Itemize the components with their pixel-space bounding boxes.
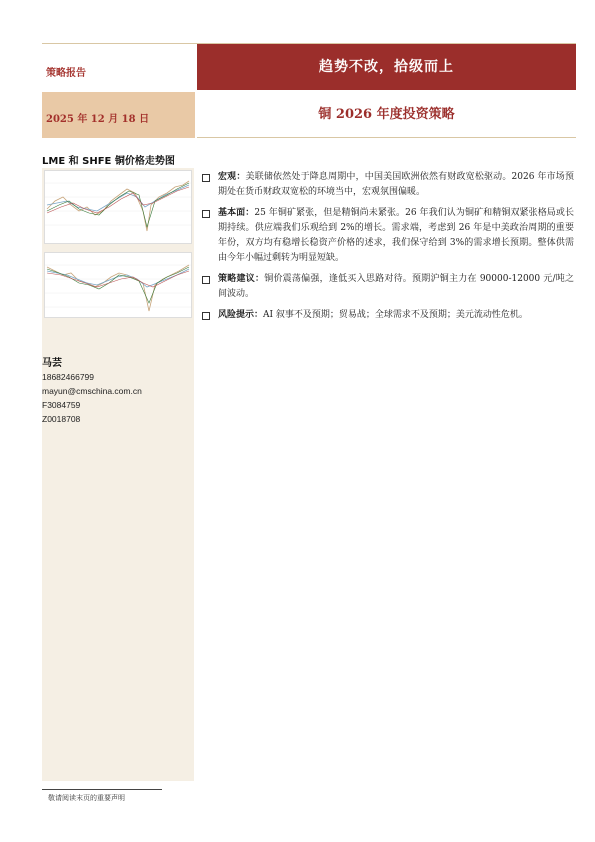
footer-rule	[42, 789, 162, 790]
key-point-strategy	[202, 272, 574, 302]
chart-section-title: LME 和 SHFE 铜价格走势图	[42, 156, 175, 167]
key-point-text: 铜价震荡偏强，逢低买入思路对待。预期沪铜主力在 90000-12000 元/吨之间波动。	[218, 274, 574, 299]
theme-title: 趋势不改，拾级而上	[319, 59, 454, 75]
key-point-heading: 基本面：	[218, 208, 255, 218]
title-rule	[197, 137, 576, 138]
lme-price-chart-graphic	[45, 171, 191, 243]
key-point-text: AI 叙事不及预期；贸易战；全球需求不及预期；美元流动性危机。	[263, 310, 528, 320]
author-email[interactable]: mayun@cmschina.com.cn	[42, 386, 142, 396]
checkbox-bullet-icon	[202, 276, 210, 284]
key-point-heading: 宏观：	[218, 172, 246, 182]
footer-disclaimer: 敬请阅读末页的重要声明	[48, 794, 125, 802]
checkbox-bullet-icon	[202, 174, 210, 182]
key-point-heading: 策略建议：	[218, 274, 265, 284]
key-point-text: 美联储依然处于降息周期中，中国美国欧洲依然有财政宽松驱动。2026 年市场预期处在货币财政双宽松的环境当中，宏观氛围偏暖。	[218, 172, 574, 197]
checkbox-bullet-icon	[202, 312, 210, 320]
key-point-heading: 风险提示：	[218, 310, 264, 320]
lme-price-chart	[44, 170, 192, 244]
author-license-id: F3084759	[42, 400, 81, 410]
author-name: 马芸	[42, 358, 62, 369]
author-phone: 18682466799	[42, 372, 95, 382]
key-point-macro	[202, 170, 574, 200]
report-date: 2025 年 12 月 18 日	[46, 114, 150, 125]
checkbox-bullet-icon	[202, 210, 210, 218]
report-title: 铜 2026 年度投资策略	[318, 107, 455, 122]
author-certificate-id: Z0018708	[42, 414, 81, 424]
shfe-price-chart	[44, 252, 192, 318]
key-points-list	[202, 170, 574, 329]
key-point-text: 25 年铜矿紧张，但是精铜尚未紧张。26 年我们认为铜矿和精铜双紧张格局或长期持续。供应端我们乐观给到 2%的增长。需求端，考虑到 26 年是中美政治周期的重要年份，双方均有稳增长稳资产价格的述求，我们保守给到 3%的需求增长预期。整体供需由今年小幅过剩转为明显短缺。	[218, 208, 574, 263]
shfe-price-chart-graphic	[45, 253, 191, 317]
report-type-label: 策略报告	[46, 68, 86, 79]
key-point-risk	[202, 308, 574, 323]
key-point-fundamentals	[202, 206, 574, 266]
